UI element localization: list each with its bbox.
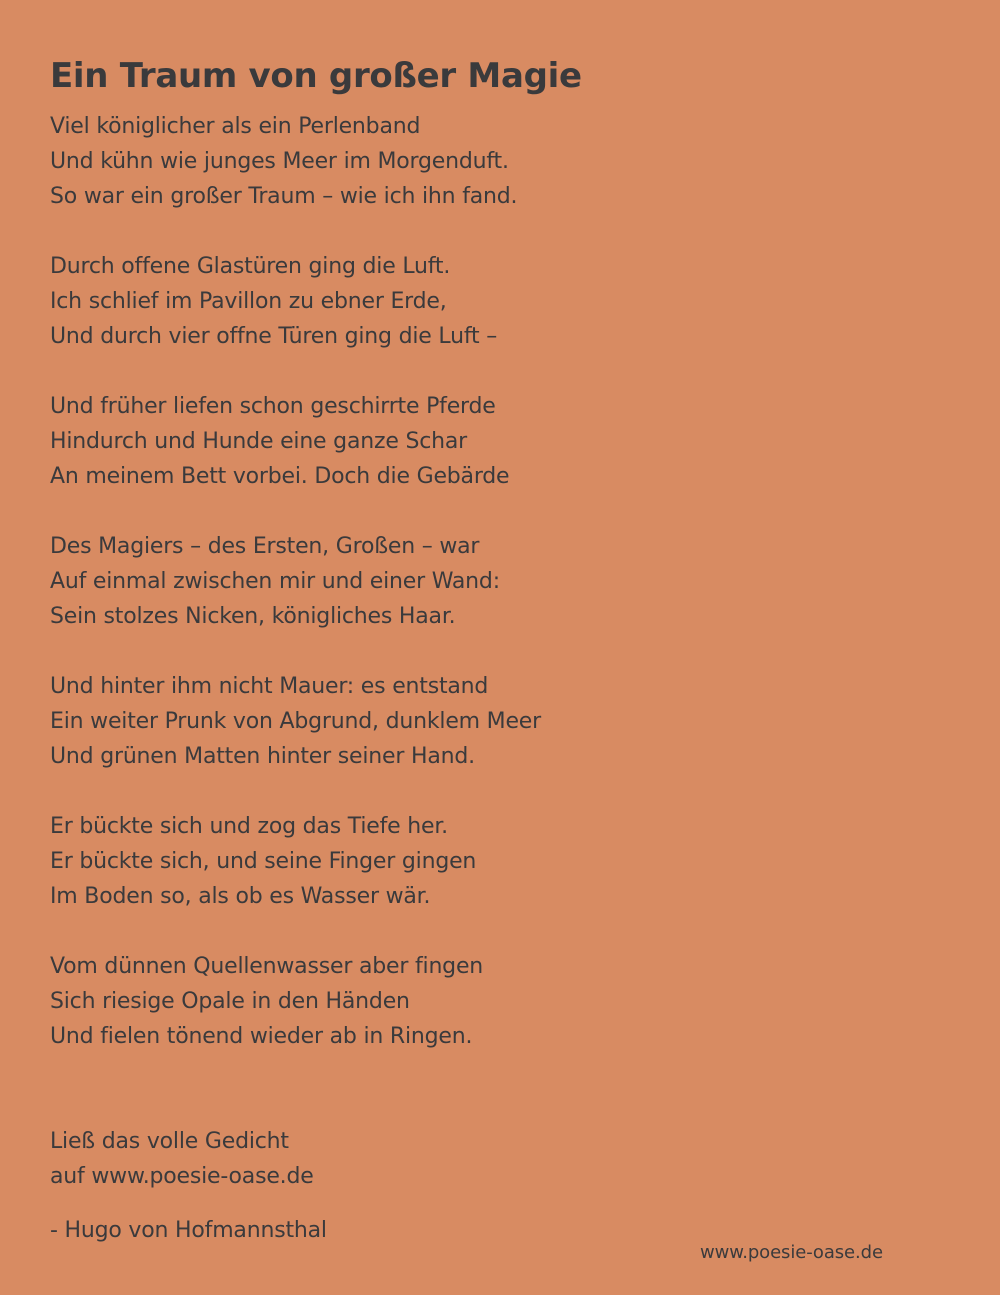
poem-line: Er bückte sich, und seine Finger gingen [50,849,477,874]
stanza-4 [50,529,930,634]
poem-line: Im Boden so, als ob es Wasser wär. [50,884,431,909]
poem-line: So war ein großer Traum – wie ich ihn fand. [50,184,518,209]
poem-line: Und durch vier offne Türen ging die Luft – [50,324,498,349]
poem-line: Sein stolzes Nicken, königliches Haar. [50,604,456,629]
cta-line-2: auf www.poesie-oase.de [50,1164,314,1189]
poem-line: Auf einmal zwischen mir und einer Wand: [50,569,500,594]
poem-line: Und hinter ihm nicht Mauer: es entstand [50,674,489,699]
poem-line: An meinem Bett vorbei. Doch die Gebärde [50,464,510,489]
poem-line: Ein weiter Prunk von Abgrund, dunklem Meer [50,709,541,734]
author-credit: - Hugo von Hofmannsthal [50,1218,327,1243]
poem-body [50,109,930,1089]
poem-line: Und grünen Matten hinter seiner Hand. [50,744,475,769]
site-watermark: www.poesie-oase.de [700,1242,883,1263]
poem-line: Und kühn wie junges Meer im Morgenduft. [50,149,509,174]
poem-line: Hindurch und Hunde eine ganze Schar [50,429,467,454]
stanza-1 [50,109,930,214]
cta-line-1: Ließ das volle Gedicht [50,1129,289,1154]
poem-line: Und früher liefen schon geschirrte Pferde [50,394,496,419]
stanza-3 [50,389,930,494]
poem-line: Sich riesige Opale in den Händen [50,989,410,1014]
poem-line: Vom dünnen Quellenwasser aber fingen [50,954,484,979]
poem-line: Des Magiers – des Ersten, Großen – war [50,534,480,559]
poem-line: Ich schlief im Pavillon zu ebner Erde, [50,289,447,314]
poem-line: Er bückte sich und zog das Tiefe her. [50,814,448,839]
stanza-6 [50,809,930,914]
stanza-7 [50,949,930,1054]
read-full-poem-note [50,1124,314,1194]
poem-title: Ein Traum von großer Magie [50,56,582,96]
stanza-5 [50,669,930,774]
poem-line: Und fielen tönend wieder ab in Ringen. [50,1024,473,1049]
poem-line: Durch offene Glastüren ging die Luft. [50,254,451,279]
stanza-2 [50,249,930,354]
poem-line: Viel königlicher als ein Perlenband [50,114,421,139]
